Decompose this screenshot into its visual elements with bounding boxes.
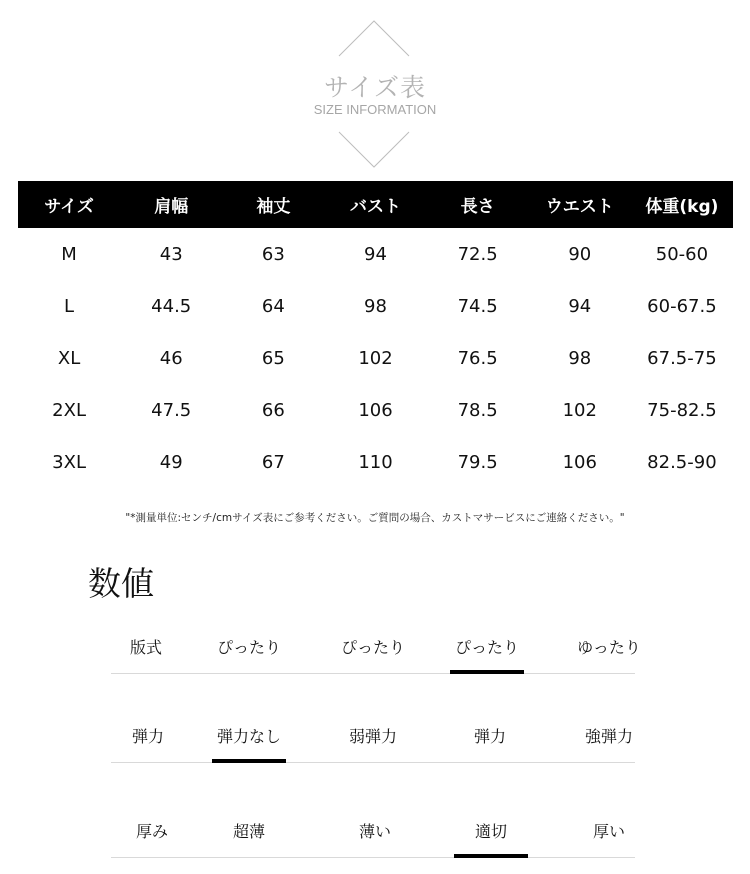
table-row [18,332,733,384]
col-header-size: サイズ [44,197,94,217]
table-cell: 98 [568,347,592,369]
rating-row-fit [111,633,641,674]
table-row [18,384,733,436]
table-cell: 46 [159,347,183,369]
chevron-down-icon [339,132,409,167]
rating-option-selected: 弾力なし [197,722,301,762]
rating-option: ぴったり [340,638,405,657]
table-cell: 63 [261,243,285,265]
col-header-bust: バスト [349,197,401,217]
size-info-header [0,0,750,180]
table-cell: 94 [364,243,387,265]
col-header-waist: ウエスト [545,197,614,217]
table-cell: 82.5-90 [647,451,717,473]
size-table [18,181,733,488]
table-row [18,436,733,488]
rating-option: 強弾力 [584,727,633,746]
table-cell: 74.5 [457,295,498,317]
table-cell: 66 [261,399,285,421]
table-cell: 67.5-75 [647,347,717,369]
rating-row-thickness [111,817,635,858]
table-cell: 49 [159,451,183,473]
table-cell: 90 [568,243,592,265]
table-cell: 102 [562,399,597,421]
col-header-weight: 体重(kg) [645,197,719,217]
table-cell: 102 [358,347,393,369]
table-cell: 60-67.5 [647,295,717,317]
table-cell: L [64,295,75,317]
measurement-note: "*測量単位:センチ/cmサイズ表にご参考ください。ご質問の場合、カストマサービスにご連絡ください。" [125,512,625,524]
rating-option: 弾力 [473,727,506,746]
table-cell: 78.5 [457,399,498,421]
rating-option: 超薄 [232,822,265,841]
table-cell: XL [57,347,81,369]
size-table-body [18,228,733,488]
table-cell: 3XL [52,451,86,473]
rating-label-fit: 版式 [129,638,162,657]
rating-label-thickness: 厚み [135,822,168,841]
size-table-title: サイズ表 [323,73,426,102]
table-cell: 64 [261,295,285,317]
rating-option-selected: ぴったり [435,633,539,673]
size-table-head [18,181,733,228]
table-cell: 76.5 [457,347,498,369]
table-cell: 43 [159,243,183,265]
rating-option: ゆったり [577,638,641,657]
table-cell: 44.5 [151,295,192,317]
table-cell: 47.5 [151,399,192,421]
values-section-title: 数値 [88,564,154,603]
table-cell: 94 [568,295,592,317]
rating-option-selected: 適切 [439,817,543,857]
table-cell: 98 [364,295,387,317]
rating-option: ぴったり [216,638,281,657]
table-cell: 110 [358,451,393,473]
table-cell: 72.5 [457,243,498,265]
table-cell: 106 [358,399,393,421]
col-header-shoulder: 肩幅 [154,197,189,217]
table-cell: 75-82.5 [647,399,717,421]
rating-option: 薄い [358,822,391,841]
table-cell: 2XL [52,399,86,421]
rating-option: 厚い [592,822,625,841]
table-cell: 106 [562,451,597,473]
table-cell: 65 [261,347,285,369]
col-header-sleeve: 袖丈 [256,197,291,217]
col-header-length: 長さ [460,197,495,217]
size-table-header-row [18,181,733,228]
chevron-up-icon [339,21,409,56]
table-row [18,228,733,280]
rating-option: 弱弾力 [348,727,397,746]
rating-row-elasticity [111,722,635,763]
table-cell: 67 [261,451,285,473]
table-cell: M [61,243,77,265]
rating-label-elasticity: 弾力 [131,727,164,746]
table-row [18,280,733,332]
table-cell: 50-60 [655,243,709,265]
size-table-subtitle: SIZE INFORMATION [313,102,437,117]
table-cell: 79.5 [457,451,498,473]
